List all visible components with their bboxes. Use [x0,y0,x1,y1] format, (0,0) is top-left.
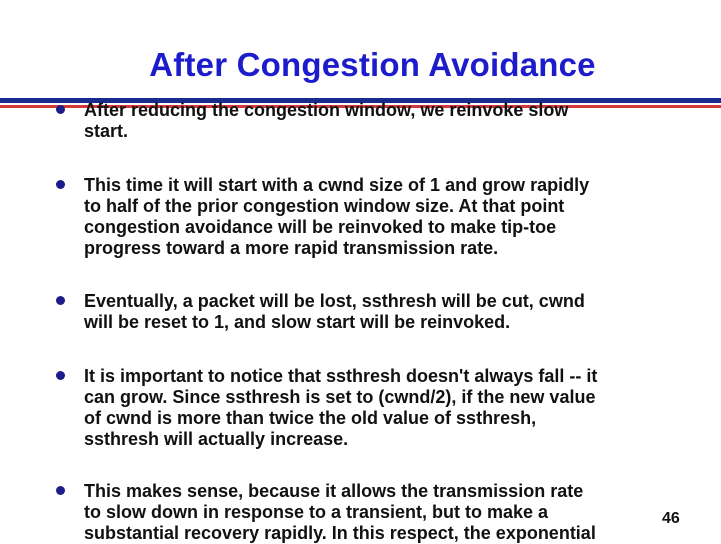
bullet-text: Eventually, a packet will be lost, ssthresh will be cut, cwnd will be reset to 1, and slow start will be reinvoked. [84,291,585,332]
bullet-text: It is important to notice that ssthresh doesn't always fall -- it can grow. Since ssthresh is set to (cwnd/2), if the new value of cwnd is more than twice the old value of ssthresh, ssthresh will actually increase. [84,366,598,449]
slide-title: After Congestion Avoidance [149,46,596,83]
bullet-dot-icon [56,180,65,189]
bullet-text: After reducing the congestion window, we reinvoke slow start. [84,100,569,141]
bullet-dot-icon [56,105,65,114]
bullet-dot-icon [56,486,65,495]
page-number: 46 [662,510,680,527]
bullet-dot-icon [56,296,65,305]
bullet-text: This makes sense, because it allows the transmission rate to slow down in response to a transient, but to make a substantial recovery rapidly. In this respect, the exponential [84,481,596,543]
bullet-text: This time it will start with a cwnd size of 1 and grow rapidly to half of the prior congestion window size. At that point congestion avoidance will be reinvoked to make tip-toe progress toward a more rapid transmission rate. [84,175,590,258]
bullet-dot-icon [56,371,65,380]
